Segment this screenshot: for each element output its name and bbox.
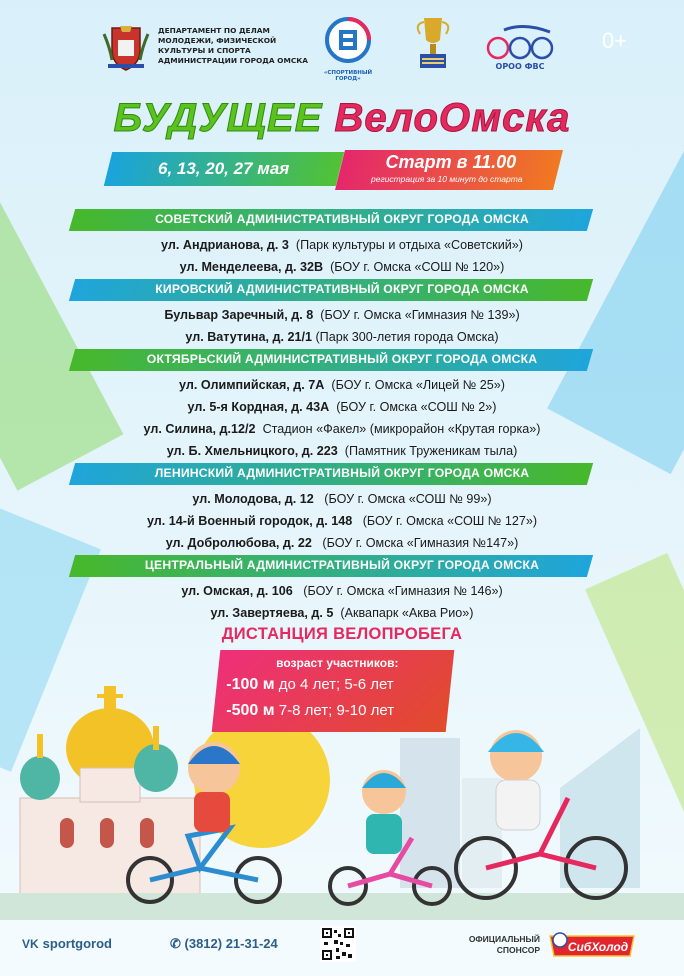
vk-icon: VK [22,937,39,951]
district-header [0,279,684,301]
distance-box [212,650,455,732]
address-place: (БОУ г. Омска «СОШ № 120») [330,260,505,274]
sibholod-logo-icon [546,930,638,960]
address-street: ул. Омская, д. 106 [181,584,293,598]
address-place: (БОУ г. Омска «Лицей № 25») [331,378,505,392]
age-label: возраст участников: [276,656,399,670]
address-street: ул. Добролюбова, д. 22 [165,536,312,550]
address-street: ул. 14-й Военный городок, д. 148 [146,514,353,528]
department-line: МОЛОДЕЖИ, ФИЗИЧЕСКОЙ [158,36,277,45]
address-street: ул. Завертяева, д. 5 [210,606,334,620]
district-name: ЦЕНТРАЛЬНЫЙ АДМИНИСТРАТИВНЫЙ ОКРУГ ГОРОДА ОМСКА [144,558,540,572]
district-header [0,209,684,231]
address-place: (Парк 300-летия города Омска) [315,330,499,344]
header [0,14,684,82]
qr-code-icon[interactable] [320,926,356,962]
address-row [0,488,684,510]
address-place: Стадион «Факел» (микрорайон «Крутая горка») [262,422,541,436]
address-row [0,532,684,554]
phone-number[interactable] [170,936,278,952]
svg-text:СибХолод: СибХолод [567,940,629,954]
address-street: ул. Андрианова, д. 3 [161,238,289,252]
district-name: КИРОВСКИЙ АДМИНИСТРАТИВНЫЙ ОКРУГ ГОРОДА ОМСКА [155,282,529,296]
address-row [0,374,684,396]
address-row [0,510,684,532]
district-header [0,349,684,371]
vk-link[interactable] [22,936,112,951]
address-row [0,256,684,278]
department-line: КУЛЬТУРЫ И СПОРТА [158,46,251,55]
sponsor-line: ОФИЦИАЛЬНЫЙ [468,934,540,944]
building-icon [400,738,460,888]
address-street: ул. Б. Хмельницкого, д. 223 [166,444,338,458]
address-street: ул. Молодова, д. 12 [192,492,314,506]
start-time-banner [335,150,563,190]
address-street: ул. Ватутина, д. 21/1 [185,330,312,344]
title-part-veloomsk: ВелоОмска [334,96,571,140]
title-part-future: БУДУЩЕЕ [113,96,323,140]
age-rating: 0+ [602,28,628,53]
address-row [0,580,684,602]
distance-value: -500 м [226,702,275,719]
phone-icon: ✆ [170,936,185,951]
department-line: ДЕПАРТАМЕНТ ПО ДЕЛАМ [158,26,270,35]
address-street: ул. Олимпийская, д. 7А [179,378,325,392]
district-header [0,555,684,577]
department-line: АДМИНИСТРАЦИИ ГОРОДА ОМСКА [158,56,309,65]
trophy-icon [412,14,454,76]
distance-value: -100 м [226,676,275,693]
sport-city-logo-icon [322,16,374,76]
event-title [0,96,684,141]
registration-note: регистрация за 10 минут до старта [371,174,523,184]
distance-row [226,702,452,720]
footer [0,920,684,976]
department-name [158,26,308,66]
address-place: (БОУ г. Омска «СОШ № 127») [362,514,538,528]
distance-title: ДИСТАНЦИЯ ВЕЛОПРОБЕГА [221,625,463,643]
omsk-crest-icon [102,20,150,72]
vk-handle: sportgorod [42,936,112,951]
event-dates: 6, 13, 20, 27 мая [158,159,290,178]
address-place: (Аквапарк «Аква Рио») [340,606,474,620]
address-street: ул. 5-я Кордная, д. 43А [187,400,330,414]
address-row [0,304,684,326]
district-name: ЛЕНИНСКИЙ АДМИНИСТРАТИВНЫЙ ОКРУГ ГОРОДА ОМСКА [154,466,530,480]
address-place: (Парк культуры и отдыха «Советский») [295,238,523,252]
cycling-federation-label: ОРОО ФВС [495,62,545,71]
sponsor-label [440,934,540,956]
address-street: Бульвар Заречный, д. 8 [164,308,314,322]
sport-city-label: «СПОРТИВНЫЙ ГОРОД» [323,70,373,82]
address-street: ул. Силина, д.12/2 [143,422,256,436]
district-list [0,208,684,624]
phone-text: (3812) 21-31-24 [184,936,278,951]
distance-ages: 7-8 лет; 9-10 лет [278,702,395,719]
address-place: (БОУ г. Омска «Гимназия №147») [322,536,519,550]
address-row [0,326,684,348]
address-place: (БОУ г. Омска «СОШ № 2») [336,400,497,414]
district-name: СОВЕТСКИЙ АДМИНИСТРАТИВНЫЙ ОКРУГ ГОРОДА ОМСКА [155,212,529,226]
address-place: (БОУ г. Омска «СОШ № 99») [324,492,492,506]
district-header [0,463,684,485]
distance-row [226,676,452,694]
start-time: Старт в 11.00 [385,152,517,172]
address-place: (Памятник Труженикам тыла) [344,444,518,458]
address-row [0,234,684,256]
address-place: (БОУ г. Омска «Гимназия № 146») [303,584,503,598]
sponsor-line: СПОНСОР [496,945,540,955]
address-street: ул. Менделеева, д. 32В [179,260,324,274]
address-row [0,440,684,462]
district-name: ОКТЯБРЬСКИЙ АДМИНИСТРАТИВНЫЙ ОКРУГ ГОРОДА ОМСКА [146,352,538,366]
event-dates-banner [104,152,344,186]
address-place: (БОУ г. Омска «Гимназия № 139») [320,308,520,322]
address-row [0,418,684,440]
distance-ages: до 4 лет; 5-6 лет [278,676,394,693]
address-row [0,396,684,418]
address-row [0,602,684,624]
